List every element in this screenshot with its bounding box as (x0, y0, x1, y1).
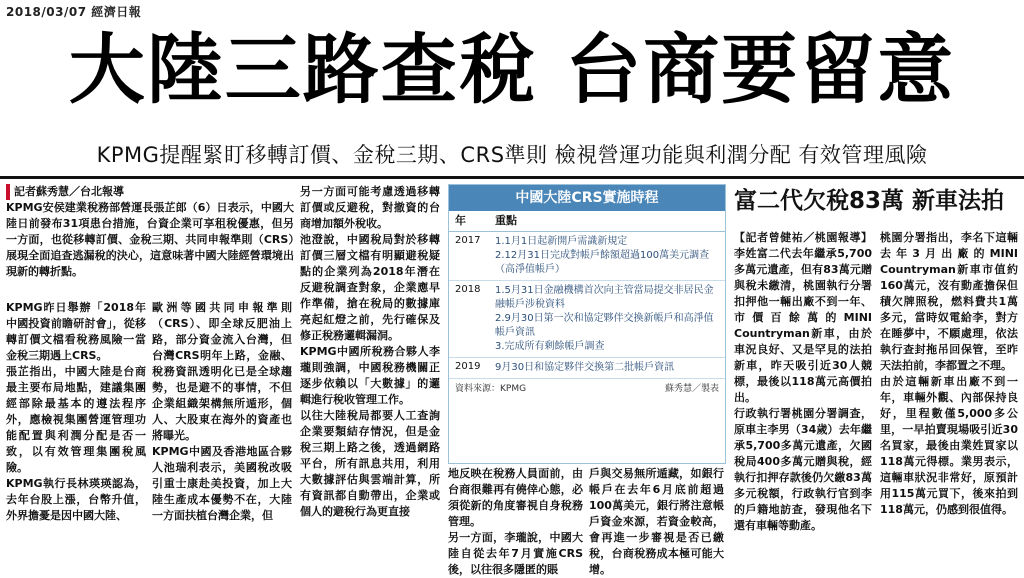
body-column-a: KPMG昨日舉辦「2018年中國投資前瞻研討會」，從移轉訂價文檔看稅務風險一當金稅三期遇上CRS。 張芷指出，中國大陸是台商最主要布局地點，建議集團經部除最基本的遵法程序外，應檢視集團營運管理功能配置與利潤分配是否一致，以有效管理集團稅風險。 KPMG執行長林瑛瑛認為，去年台股上漲，台幣升值，外界擔憂是因中國大陸、 (6, 301, 146, 522)
timeline-year: 2018 (455, 284, 481, 295)
timeline-item: 2.9月30日第一次和協定夥伴交換新帳戶和高淨值帳戶資訊 (495, 313, 714, 338)
side-story-column-2: 桃園分署指出，李名下這輛去年3月出廠的MINI Countryman新車市值約160萬元，沒有動產擔保但積欠牌照稅，燃料費共1萬多元，當時奴電給李，對方在睡夢中，不願處理，依法執行查封拖吊回保管，至昨天法拍前，李都置之不理。 由於這輛新車出廠不到一年，車輛外觀、內部保持良好，里程數僅5,000多公里，一早拍賣現場吸引近30名買家，最後由業姓買家以118萬元得標。業男表示，這輛車狀況非常好，原預計用115萬元買下，後來拍到118萬元，仍感到很值得。 (880, 231, 1018, 516)
byline: 記者蘇秀慧／台北報導 (6, 184, 294, 200)
dateline: 2018/03/07 經濟日報 (6, 5, 142, 19)
timeline-year: 2019 (455, 361, 481, 372)
side-story-column-1: 【記者曾健祐／桃園報導】李姓富二代去年繼承5,700多萬元遺產，但有83萬元贈與稅未繳清，桃園執行分署扣押他一輛出廠不到一年、市價百餘萬的MINI Countryman新車，由於車況良好、又是罕見的法拍新車，昨天吸引近30人競標，最後以118萬元高價拍出。 行政執行署桃園分署調查，原車主李男（34歲）去年繼承5,700多萬元遺產，欠國稅局400多萬元贈與稅，經執行扣押存款後仍欠繳83萬多元稅額，行政執行官到李的戶籍地訪查，發現他名下還有車輛等動產。 (734, 231, 872, 532)
timeline-title: 中國大陸CRS實施時程 (449, 185, 725, 211)
timeline-header (449, 211, 725, 232)
timeline-credit: 蘇秀慧／製表 (664, 384, 719, 394)
timeline-item: 1.1月1日起新開戶需識新規定 (495, 236, 628, 247)
timeline-row (449, 281, 725, 358)
lead-paragraph: KPMG安侯建業稅務部營運長張芷郎（6）日表示，中國大陸日前發布31項患台措施，台資企業可享租稅優惠，但另一方面，也從移轉訂價、金稅三期、共同申報準則（CRS）展現全面追查逃漏稅的決心，這意味著中國大陸經營環境出現新的轉折點。 (6, 201, 294, 278)
timeline-row (449, 232, 725, 281)
timeline-item: 3.完成所有剩餘帳戶調查 (495, 341, 605, 352)
crs-timeline-box (448, 184, 726, 464)
timeline-year: 2017 (455, 235, 481, 246)
timeline-item: 1.5月31日金融機構首次向主管當局提交非居民金融帳戶涉稅資料 (495, 285, 714, 310)
timeline-footer (449, 379, 725, 396)
timeline-header-focus: 重點 (495, 214, 517, 227)
body-column-e: 戶與交易無所遁藏，如銀行帳戶在去年6月底前超過100萬美元，銀行將注意帳戶資金來源，若資金較高，會再進一步審視是否已繳稅，台商稅務成本極可能大增。 (589, 467, 724, 576)
intro-block (6, 184, 294, 296)
side-story-headline: 富二代欠稅83萬 新車法拍 (734, 188, 1005, 214)
headline: 大陸三路查稅 台商要留意 (68, 25, 956, 114)
section-rule (0, 176, 1024, 179)
timeline-source: 資料來源：KPMG (455, 384, 527, 394)
timeline-row (449, 358, 725, 379)
body-column-c: 另一方面可能考慮透過移轉訂價或反避稅，對撤資的台商增加額外稅收。 池澄說，中國稅局對於移轉訂價三層文檔有明顯避稅疑點的企業列為2018年潛在反避稅調查對象，企業應早作準備，搶在稅局的數據庫亮起紅燈之前，先行確保及修正稅務邏輯漏洞。 KPMG中國所稅務合夥人李瓏則強調，中國稅務機關正逐步依賴以「大數據」的邏輯進行稅收管理工作。 以往大陸稅局都要人工查詢企業要類結存情況，但是金稅三期上路之後，透過網路平台，所有訊息共用，利用大數據評估與雲端計算，所有資訊都自動帶出，企業或個人的避稅行為更直接 (300, 185, 440, 518)
body-column-b: 歐洲等國共同申報準則（CRS）、即全球反肥油上路，部分資金流入台灣，但台灣CRS明年上路，金融、稅務資訊透明化已是全球趨勢，也是避不的事情，不但企業組織架構無所遁形，個人、大股東在海外的資產也將曝光。 KPMG中國及香港地區合夥人池瑞利表示，美國稅改吸引重士康赴美投資，加上大陸生產成本優勢不在，大陸一方面扶植台灣企業，但 (152, 301, 292, 522)
timeline-item: 9月30日和協定夥伴交換第二批帳戶資訊 (495, 362, 675, 373)
timeline-item: 2.12月31日完成對帳戶餘額超過100萬美元調查（高淨值帳戶） (495, 250, 710, 275)
subhead: KPMG提醒緊盯移轉訂價、金稅三期、CRS準則 檢視營運功能與利潤分配 有效管理風險 (96, 143, 928, 167)
body-column-d: 地反映在稅務人員面前，由台商很難再有僥倖心態，必須從新的角度審視自身稅務管理。 另一方面，李瓏說，中國大陸自從去年7月實施CRS後，以往很多隱匿的賬 (448, 467, 583, 576)
timeline-header-year: 年 (455, 214, 466, 227)
